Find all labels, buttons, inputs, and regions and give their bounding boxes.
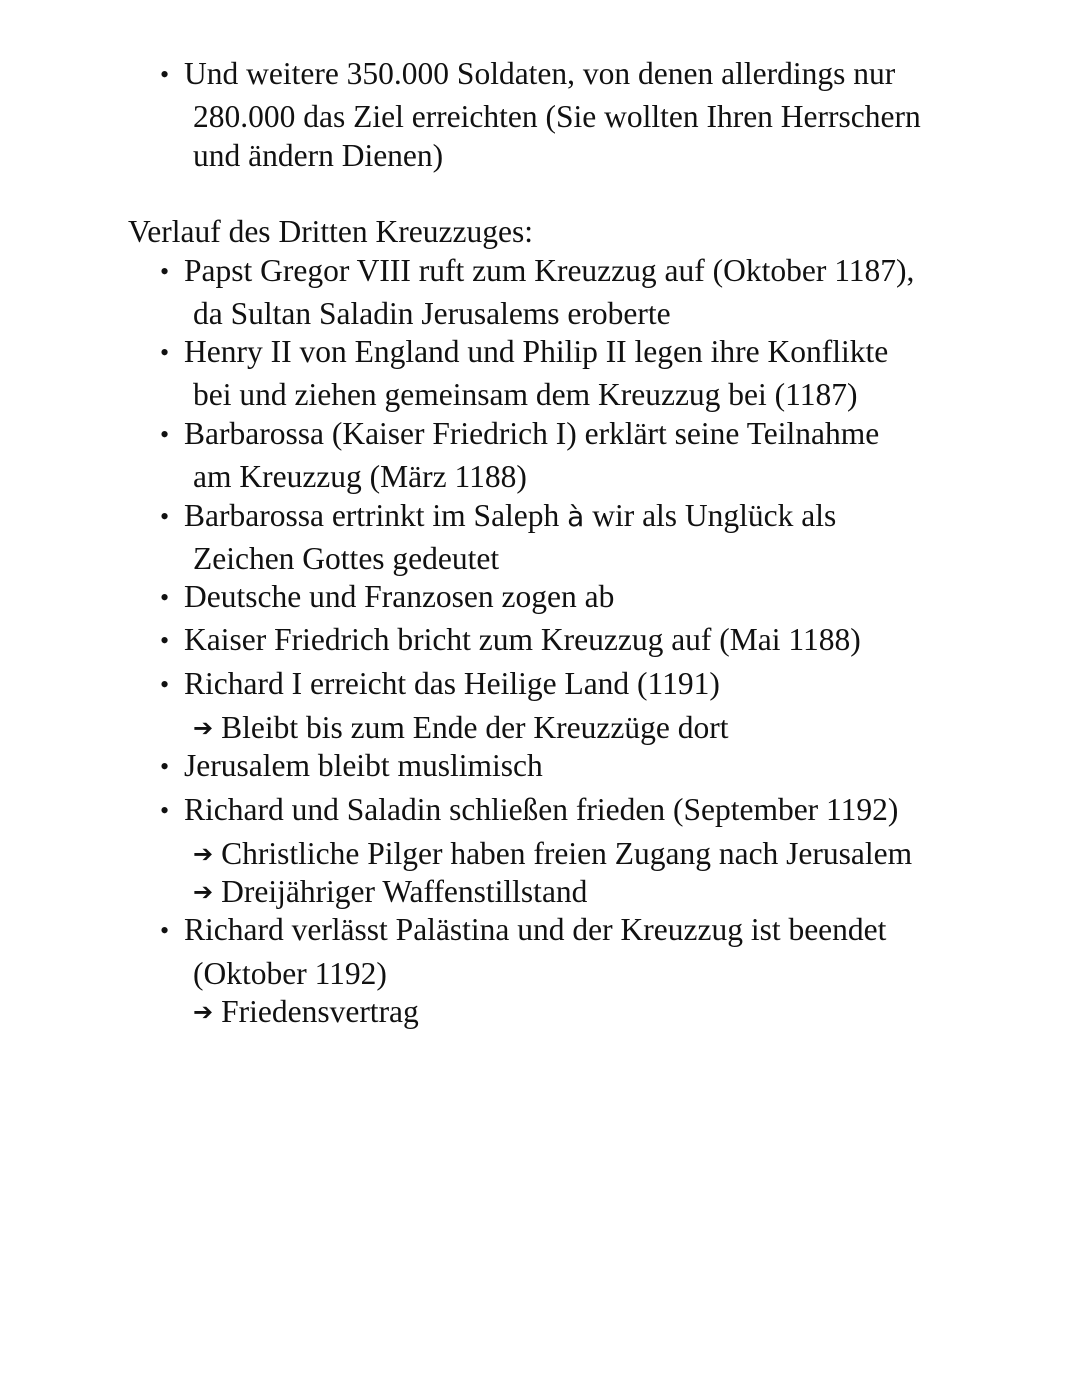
- list-item-line: Papst Gregor VIII ruft zum Kreuzzug auf (Oktober 1187),: [184, 253, 915, 288]
- text-segment: wir als Unglück als: [584, 498, 837, 533]
- sub-item-text: Friedensvertrag: [221, 994, 419, 1029]
- bullet-icon: •: [160, 796, 170, 825]
- list-item-line: Deutsche und Franzosen zogen ab: [184, 579, 615, 614]
- arrow-sub-item: [193, 712, 728, 744]
- arrow-sub-item: [193, 838, 912, 870]
- bullet-icon: •: [160, 752, 170, 781]
- arrow-right-icon: ➔: [193, 840, 214, 868]
- bullet-icon: •: [160, 338, 170, 367]
- bullet-icon: •: [160, 502, 170, 531]
- bullet-icon: •: [160, 916, 170, 945]
- list-item-line: Jerusalem bleibt muslimisch: [184, 748, 543, 783]
- bullet-icon: •: [160, 257, 170, 286]
- section-heading: Verlauf des Dritten Kreuzzuges:: [128, 214, 533, 249]
- sub-item-text: Bleibt bis zum Ende der Kreuzzüge dort: [221, 710, 729, 745]
- list-item-line: [184, 500, 836, 532]
- list-item-line: Richard verlässt Palästina und der Kreuzzug ist beendet: [184, 912, 887, 947]
- list-item-line: (Oktober 1192): [193, 956, 387, 991]
- list-item-line: Barbarossa (Kaiser Friedrich I) erklärt seine Teilnahme: [184, 416, 880, 451]
- sub-item-text: Christliche Pilger haben freien Zugang nach Jerusalem: [221, 836, 913, 871]
- arrow-right-icon: ➔: [193, 998, 214, 1026]
- sub-item-text: Dreijähriger Waffenstillstand: [221, 874, 588, 909]
- arrow-sub-item: [193, 876, 587, 908]
- list-item-line: da Sultan Saladin Jerusalems eroberte: [193, 296, 671, 331]
- intro-line-1: Und weitere 350.000 Soldaten, von denen allerdings nur: [184, 56, 896, 91]
- arrow-sub-item: [193, 996, 419, 1028]
- bullet-icon: •: [160, 626, 170, 655]
- arrow-right-icon: ➔: [193, 878, 214, 906]
- list-item-line: Richard I erreicht das Heilige Land (1191): [184, 666, 720, 701]
- arrow-right-icon: ➔: [193, 714, 214, 742]
- list-item-line: am Kreuzzug (März 1188): [193, 459, 527, 494]
- bullet-icon: •: [160, 420, 170, 449]
- bullet-icon: •: [160, 60, 170, 89]
- list-item-line: Zeichen Gottes gedeutet: [193, 541, 500, 576]
- list-item-line: Richard und Saladin schließen frieden (September 1192): [184, 792, 899, 827]
- intro-line-3: und ändern Dienen): [193, 138, 444, 173]
- list-item-line: Kaiser Friedrich bricht zum Kreuzzug auf (Mai 1188): [184, 622, 861, 657]
- intro-line-2: 280.000 das Ziel erreichten (Sie wollten Ihren Herrschern: [193, 99, 921, 134]
- list-item-line: bei und ziehen gemeinsam dem Kreuzzug bei (1187): [193, 377, 858, 412]
- bullet-icon: •: [160, 670, 170, 699]
- list-item-line: Henry II von England und Philip II legen ihre Konflikte: [184, 334, 889, 369]
- bullet-icon: •: [160, 583, 170, 612]
- text-segment: Barbarossa ertrinkt im Saleph: [184, 498, 568, 533]
- arrow-symbol-glyph: à: [567, 500, 585, 533]
